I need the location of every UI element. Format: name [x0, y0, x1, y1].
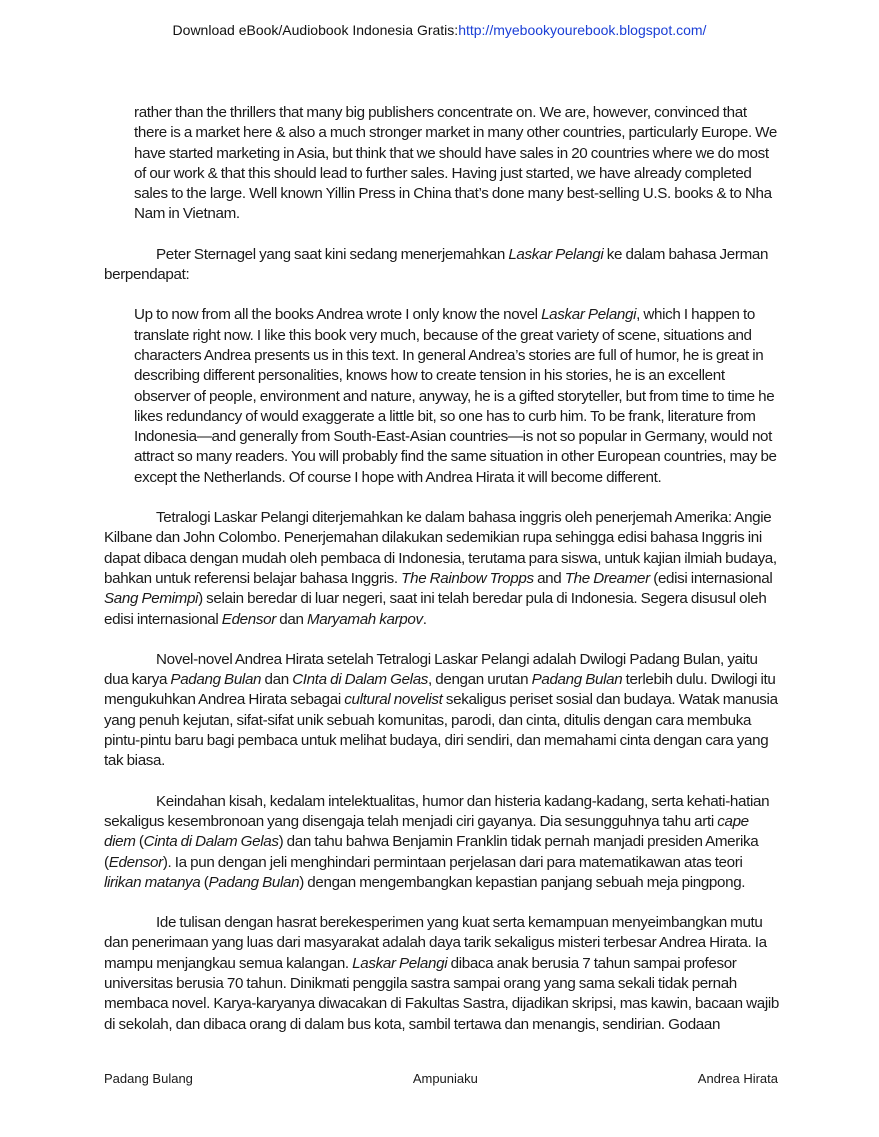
footer-right: Andrea Hirata — [697, 1071, 778, 1086]
paragraph-keindahan: Keindahan kisah, kedalam intelektualitas, humor dan histeria kadang-kadang, serta kehati-hatian sekaligus kesembronoan yang disengaja telah menjadi ciri gayanya. Dia sesungguhnya tahu arti cape diem (Cinta di Dalam Gelas) dan tahu bahwa Benjamin Franklin tidak pernah manjadi presiden Amerika (Edensor). Ia pun dengan jeli menghindari permintaan perjelasan dari para matematikawan atas teori lirikan matanya (Padang Bulan) dengan mengembangkan kepastian panjang sebuah meja pingpong. — [104, 792, 770, 891]
footer-center: Ampuniaku — [412, 1071, 478, 1086]
footer-left: Padang Bulang — [104, 1071, 193, 1086]
header-text: Download eBook/Audiobook Indonesia Gratis: — [172, 22, 459, 38]
quote-publisher: rather than the thrillers that many big publishers concentrate on. We are, however, convinced that there is a market here & also a much stronger market in many other countries, particularly Europe. We have started marketing in Asia, but think that we should have sales in 20 countries where we do most of our work & that this should lead to further sales. Having just started, we have already completed sales to the large. Well known Yillin Press in China that’s done many best-selling U.S. books & to Nha Nam in Vietnam. — [134, 104, 777, 223]
page-footer — [104, 1071, 778, 1086]
paragraph-peter: Peter Sternagel yang saat kini sedang menerjemahkan Laskar Pelangi ke dalam bahasa Jerman berpendapat: — [104, 245, 769, 284]
quote-peter: Up to now from all the books Andrea wrote I only know the novel Laskar Pelangi, which I happen to translate right now. I like this book very much, because of the great variety of scene, situations and characters Andrea presents us in this text. In general Andrea’s stories are full of humor, he is great in describing different personalities, knows how to create tension in his stories, he is an excellent observer of people, environment and nature, anyway, he is a gifted storyteller, but from time to time he likes redundancy of would exaggerate a little bit, so one has to curb him. To be frank, literature from Indonesia—and generally from South-East-Asian countries—is not so popular in Germany, would not attract so many readers. You will probably find the same situation in other European countries, may be except the Netherlands. Of course I hope with Andrea Hirata it will become different. — [134, 306, 777, 486]
page-content — [104, 103, 780, 1035]
page-header — [0, 22, 879, 38]
paragraph-tetralogi: Tetralogi Laskar Pelangi diterjemahkan ke dalam bahasa inggris oleh penerjemah Amerika: Angie Kilbane dan John Colombo. Penerjemahan dilakukan sedemikian rupa sehingga edisi bahasa Inggris ini dapat dibaca dengan mudah oleh pembaca di Indonesia, terutama para siswa, untuk kajian ilmiah budaya, bahkan untuk referensi belajar bahasa Inggris. The Rainbow Tropps and The Dreamer (edisi internasional Sang Pemimpi) selain beredar di luar negeri, saat ini telah beredar pula di Indonesia. Segera disusul oleh edisi internasional Edensor dan Maryamah karpov. — [104, 509, 777, 628]
paragraph-dwilogi: Novel-novel Andrea Hirata setelah Tetralogi Laskar Pelangi adalah Dwilogi Padang Bulan, yaitu dua karya Padang Bulan dan CInta di Dalam Gelas, dengan urutan Padang Bulan terlebih dulu. Dwilogi itu mengukuhkan Andrea Hirata sebagai cultural novelist sekaligus periset sosial dan budaya. Watak manusia yang penuh kejutan, sifat-sifat unik sebuah komunitas, parodi, dan cinta, ditulis dengan cara membuka pintu-pintu baru bagi pembaca untuk melihat budaya, diri sendiri, dan memahami cinta dengan cara yang tak biasa. — [104, 650, 778, 770]
header-link[interactable]: http://myebookyourebook.blogspot.com/ — [458, 22, 707, 38]
paragraph-ide: Ide tulisan dengan hasrat berekesperimen yang kuat serta kemampuan menyeimbangkan mutu dan penerimaan yang luas dari masyarakat adalah daya tarik sekaligus misteri terbesar Andrea Hirata. Ia mampu menjangkau semua kalangan. Laskar Pelangi dibaca anak berusia 7 tahun sampai profesor universitas berusia 70 tahun. Dinikmati penggila sastra sampai orang yang sama sekali tidak pernah membaca novel. Karya-karyanya diwacakan di Fakultas Sastra, dijadikan skripsi, mas kawin, bacaan wajib di sekolah, dan dibaca orang di dalam bus kota, sambil tertawa dan menangis, sendirian. Godaan — [104, 914, 779, 1033]
